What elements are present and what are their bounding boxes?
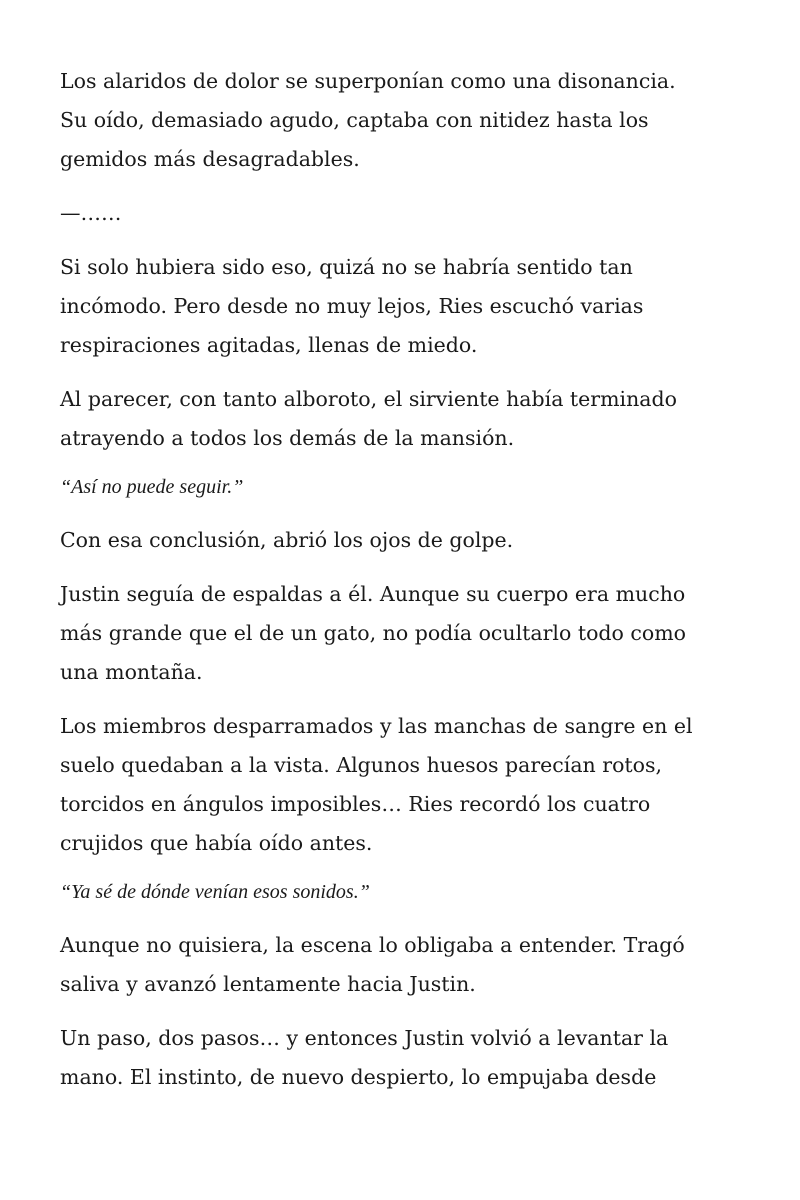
paragraph: [60, 521, 750, 560]
text-line: Justin seguía de espaldas a él. Aunque su cuerpo era mucho: [60, 582, 686, 606]
paragraph: [60, 1019, 750, 1097]
text-line: más grande que el de un gato, no podía ocultarlo todo como: [60, 621, 687, 645]
paragraph: [60, 380, 750, 458]
paragraph: [60, 707, 750, 863]
text-line: torcidos en ángulos imposibles… Ries recordó los cuatro: [60, 792, 651, 816]
text-line: Al parecer, con tanto alboroto, el sirviente había terminado: [60, 387, 677, 411]
text-line: Con esa conclusión, abrió los ojos de golpe.: [60, 528, 514, 552]
text-line: crujidos que había oído antes.: [60, 831, 373, 855]
text-line: respiraciones agitadas, llenas de miedo.: [60, 333, 478, 357]
text-line: Los alaridos de dolor se superponían como una disonancia.: [60, 69, 676, 93]
text-line: Los miembros desparramados y las manchas de sangre en el: [60, 714, 693, 738]
text-line: “Ya sé de dónde venían esos sonidos.”: [60, 881, 370, 903]
paragraph: [60, 248, 750, 365]
text-line: “Así no puede seguir.”: [60, 476, 244, 498]
text-line: atrayendo a todos los demás de la mansión.: [60, 426, 515, 450]
text-line: mano. El instinto, de nuevo despierto, lo empujaba desde: [60, 1065, 657, 1089]
document-page: [60, 62, 750, 1112]
paragraph: [60, 62, 750, 179]
paragraph: [60, 575, 750, 692]
text-line: incómodo. Pero desde no muy lejos, Ries escuchó varias: [60, 294, 644, 318]
text-line: Su oído, demasiado agudo, captaba con nitidez hasta los: [60, 108, 649, 132]
text-line: Un paso, dos pasos… y entonces Justin volvió a levantar la: [60, 1026, 669, 1050]
paragraph: [60, 926, 750, 1004]
text-line: suelo quedaban a la vista. Algunos huesos parecían rotos,: [60, 753, 663, 777]
text-line: una montaña.: [60, 660, 203, 684]
inner-thought: [60, 470, 750, 504]
text-line: —……: [60, 201, 122, 225]
text-line: Aunque no quisiera, la escena lo obligaba a entender. Tragó: [60, 933, 685, 957]
text-line: Si solo hubiera sido eso, quizá no se habría sentido tan: [60, 255, 633, 279]
text-line: saliva y avanzó lentamente hacia Justin.: [60, 972, 476, 996]
inner-thought: [60, 875, 750, 909]
dialogue-dash: [60, 194, 750, 233]
text-line: gemidos más desagradables.: [60, 147, 360, 171]
